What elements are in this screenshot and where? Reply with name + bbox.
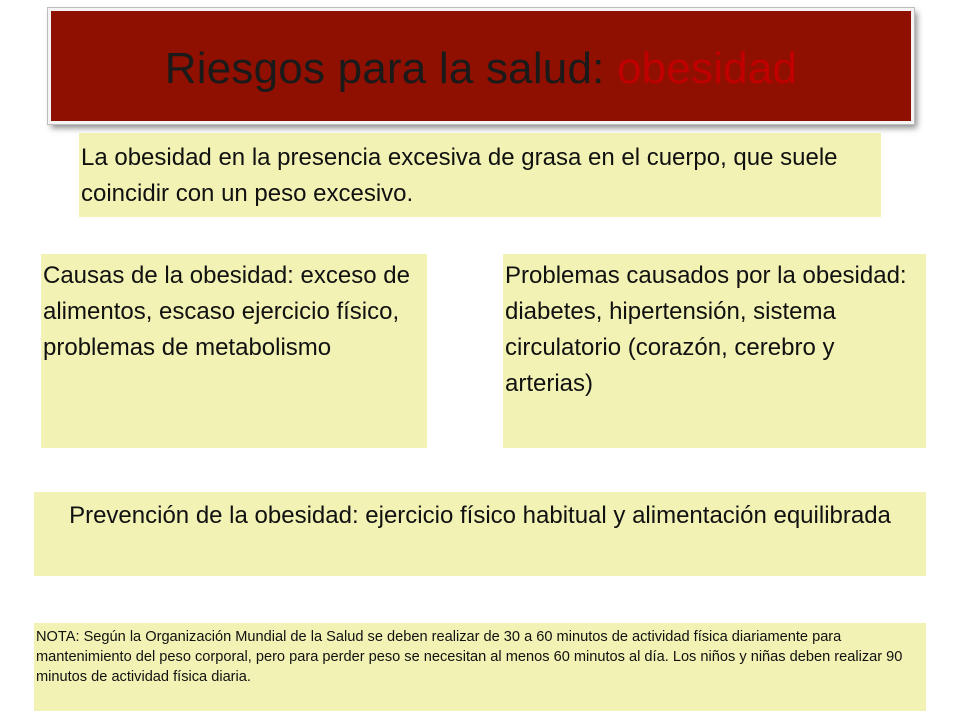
note-box: NOTA: Según la Organización Mundial de la Salud se deben realizar de 30 a 60 minutos de actividad física diariamente para mantenimiento del peso corporal, pero para perder peso se necesitan al menos 60 minutos al día. Los niños y niñas deben realizar 90 minutos de actividad física diaria. (34, 623, 926, 711)
causes-box: Causas de la obesidad: exceso de alimentos, escaso ejercicio físico, problemas de metabolismo (41, 254, 427, 448)
title-highlight: obesidad (616, 44, 798, 93)
problems-box: Problemas causados por la obesidad: diabetes, hipertensión, sistema circulatorio (corazón, cerebro y arterias) (503, 254, 926, 448)
prevention-box: Prevención de la obesidad: ejercicio físico habitual y alimentación equilibrada (34, 492, 926, 576)
slide-title (165, 38, 797, 94)
title-prefix: Riesgos para la salud: (164, 44, 617, 93)
definition-box: La obesidad en la presencia excesiva de grasa en el cuerpo, que suele coincidir con un peso excesivo. (79, 133, 881, 217)
title-banner (48, 8, 914, 124)
